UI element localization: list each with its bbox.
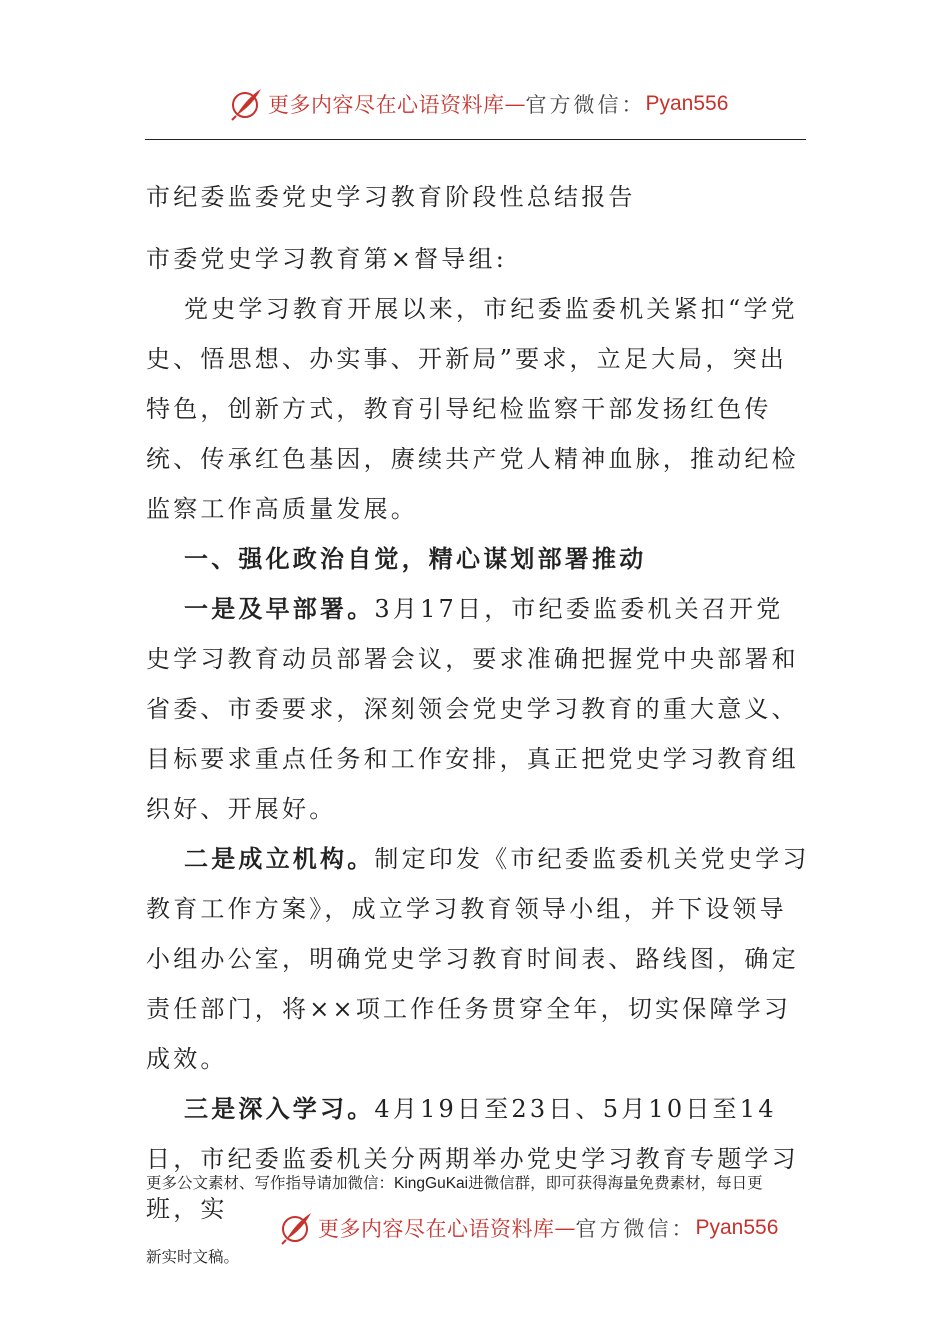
footer-watermark — [278, 1210, 778, 1246]
watermark-dash: — — [554, 1216, 576, 1240]
header-watermark — [228, 86, 728, 122]
footer-text-1: 更多公文素材、写作指导请加微信： — [146, 1174, 395, 1192]
watermark-wechat-label: 官方微信： — [575, 1217, 696, 1241]
watermark-handle: Pyan556 — [645, 92, 729, 115]
footer-promo-line-2: 新实时文稿。 — [146, 1248, 240, 1266]
document-title: 市纪委监委党史学习教育阶段性总结报告 — [146, 183, 636, 211]
document-body — [146, 172, 810, 1234]
item-lead-2: 二是成立机构。 — [184, 845, 375, 873]
watermark-site-name: 更多内容尽在心语资料库 — [318, 1217, 555, 1241]
intro-paragraph: 党史学习教育开展以来，市纪委监委机关紧扣“学党史、悟思想、办实事、开新局”要求，立足大局，突出特色，创新方式，教育引导纪检监察干部发扬红色传统、传承红色基因，赓续共产党人精神血脉，推动纪检监察工作高质量发展。 — [146, 295, 799, 523]
watermark-site-name: 更多内容尽在心语资料库 — [268, 93, 505, 117]
watermark-dash: — — [504, 92, 526, 116]
item-body-3: 4月19日至23日、5月10日至14日，市纪委监委机关分两期举办党史学习教育专题学习班，实 — [146, 1095, 799, 1223]
quill-circle-icon — [228, 86, 264, 122]
quill-circle-icon — [278, 1210, 314, 1246]
footer-promo-line-1 — [146, 1171, 816, 1193]
item-paragraph-1 — [146, 584, 810, 834]
footer-text-2: 进微信群，即可获得海量免费素材，每日更 — [468, 1174, 763, 1192]
header-rule — [145, 139, 806, 140]
item-lead-1: 一是及早部署。 — [184, 595, 375, 623]
item-body-2: 制定印发《市纪委监委机关党史学习教育工作方案》，成立学习教育领导小组，并下设领导小组办公室，明确党史学习教育时间表、路线图，确定责任部门，将××项工作任务贯穿全年，切实保障学习成效。 — [146, 845, 810, 1073]
addressee: 市委党史学习教育第×督导组: — [146, 245, 507, 273]
section-heading-1: 一、强化政治自觉，精心谋划部署推动 — [184, 545, 647, 573]
item-lead-3: 三是深入学习。 — [184, 1095, 375, 1123]
item-body-1: 3月17日，市纪委监委机关召开党史学习教育动员部署会议，要求准确把握党中央部署和省委、市委要求，深刻领会党史学习教育的重大意义、目标要求重点任务和工作安排，真正把党史学习教育组织好、开展好。 — [146, 595, 799, 823]
watermark-wechat-label: 官方微信： — [525, 93, 646, 117]
footer-wechat-id: KingGuKai — [394, 1175, 469, 1192]
watermark-handle: Pyan556 — [695, 1216, 779, 1239]
item-paragraph-2 — [146, 834, 810, 1084]
